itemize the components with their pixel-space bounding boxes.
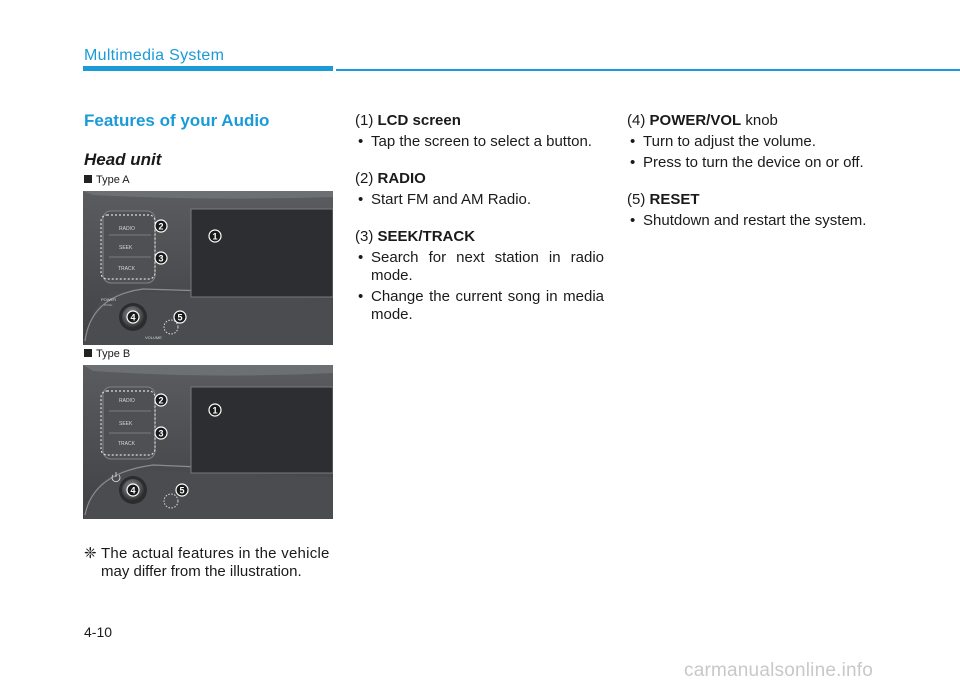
callout-4: 4 <box>130 485 136 496</box>
callout-4: 4 <box>130 312 136 323</box>
seek-button-label: SEEK <box>119 421 133 427</box>
head-unit-illustration-b <box>83 365 333 519</box>
track-button-label: TRACK <box>118 266 135 272</box>
head-unit-figure-type-a <box>83 191 333 345</box>
track-button-label: TRACK <box>118 441 135 447</box>
type-a-label <box>84 174 130 186</box>
item-seek-track-bullet-2: • Change the current song in media mode. <box>355 288 604 324</box>
item-seek-track-bullet-1: • Search for next station in radio mode. <box>355 249 604 285</box>
section-subtitle: Head unit <box>84 150 162 169</box>
item-power-vol-bullet-1: • Turn to adjust the volume. <box>627 133 872 151</box>
item-power-vol-heading: (4) POWER/VOL knob <box>627 112 778 129</box>
features-column-middle <box>355 112 604 324</box>
note-line-1-text: The actual features in the vehicle <box>101 545 330 562</box>
item-reset-bullet: • Shutdown and restart the system. <box>627 212 872 230</box>
item-lcd-screen-heading: (1) LCD screen <box>355 112 461 129</box>
volume-label: VOLUME <box>145 335 162 340</box>
item-power-vol-bullet-2: • Press to turn the device on or off. <box>627 154 872 172</box>
item-reset-heading: (5) RESET <box>627 191 700 208</box>
item-radio-heading: (2) RADIO <box>355 170 426 187</box>
callout-2: 2 <box>158 221 164 232</box>
radio-button-label: RADIO <box>119 398 135 404</box>
radio-button-label: RADIO <box>119 226 135 232</box>
callout-1: 1 <box>212 405 218 416</box>
item-seek-track-heading: (3) SEEK/TRACK <box>355 228 476 245</box>
section-title: Features of your Audio <box>84 111 270 130</box>
features-column-right <box>627 112 872 230</box>
square-bullet-icon <box>84 349 92 357</box>
section-header-title: Multimedia System <box>84 47 225 64</box>
item-lcd-screen-bullet: • Tap the screen to select a button. <box>355 133 604 151</box>
illustration-note <box>84 545 334 581</box>
callout-2: 2 <box>158 395 164 406</box>
callout-5: 5 <box>179 485 185 496</box>
header-bar-thick <box>83 66 333 71</box>
callout-3: 3 <box>158 428 164 439</box>
type-b-label-text: Type B <box>96 348 131 360</box>
power-sub-label: PUSH <box>104 303 113 307</box>
type-a-label-text: Type A <box>96 174 130 186</box>
callout-3: 3 <box>158 253 164 264</box>
square-bullet-icon <box>84 175 92 183</box>
note-line-1 <box>84 545 334 563</box>
callout-1: 1 <box>212 231 218 242</box>
type-b-label <box>84 348 130 360</box>
page-number: 4-10 <box>84 624 113 640</box>
callout-5: 5 <box>177 312 183 323</box>
note-line-2: may differ from the illustration. <box>101 563 302 580</box>
head-unit-figure-type-b <box>83 365 333 519</box>
head-unit-illustration-a <box>83 191 333 345</box>
site-watermark: carmanualsonline.info <box>684 660 874 681</box>
item-radio-bullet: • Start FM and AM Radio. <box>355 191 604 209</box>
seek-button-label: SEEK <box>119 245 133 251</box>
header-bar-thin <box>336 69 960 71</box>
power-label: POWER <box>101 297 117 302</box>
note-symbol-icon: ❈ <box>84 545 97 562</box>
